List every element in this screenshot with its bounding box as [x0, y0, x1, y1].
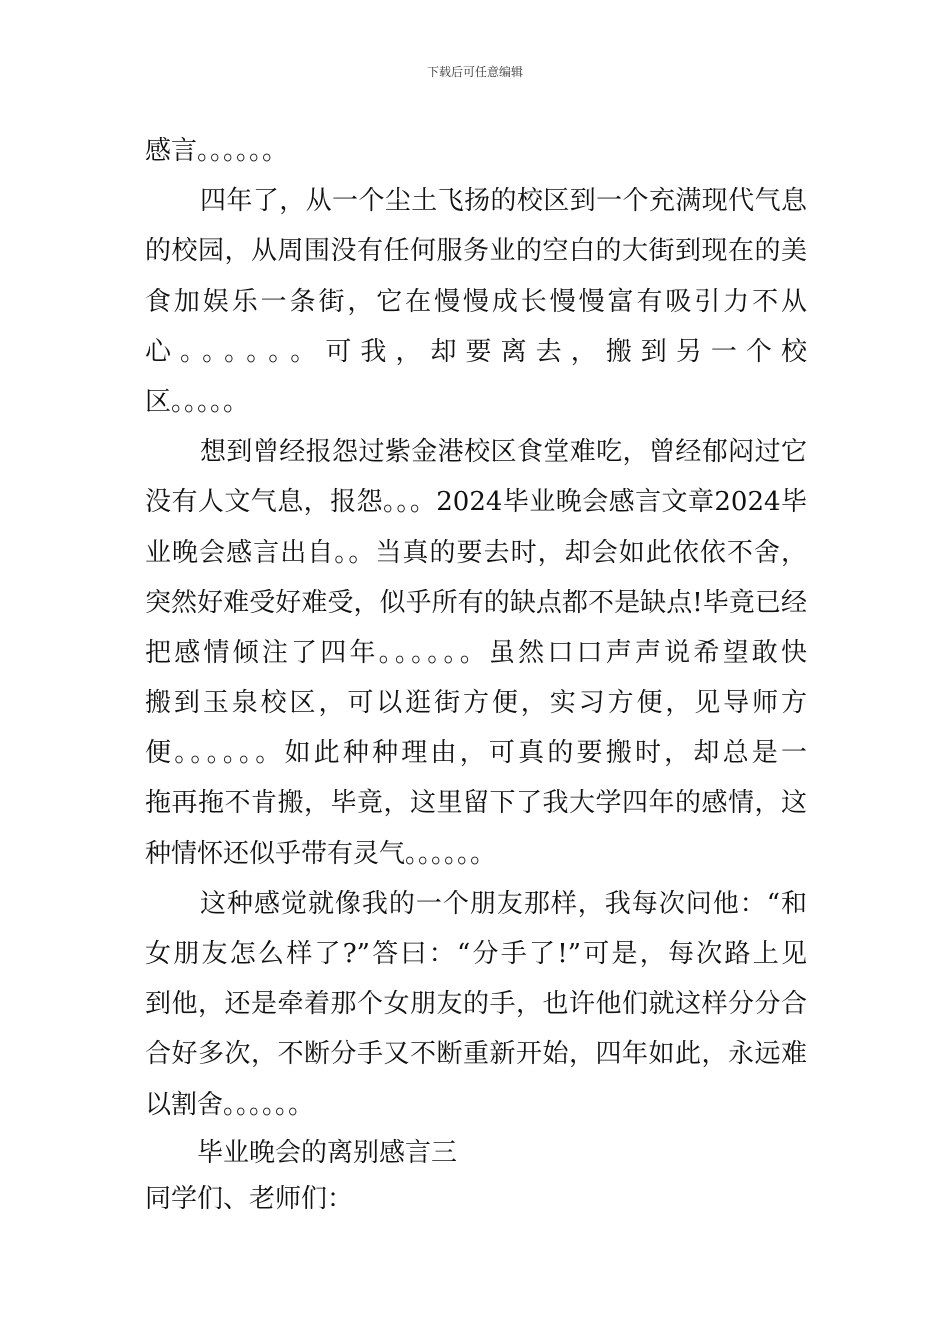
paragraph-3	[145, 427, 807, 879]
text-line: 的校园，从周围没有任何服务业的空白的大街到现在的美	[145, 236, 807, 267]
text-line: 搬到玉泉校区，可以逛街方便，实习方便，见导师方	[145, 688, 807, 719]
text-line: 拖再拖不肯搬，毕竟，这里留下了我大学四年的感情，这	[145, 788, 807, 819]
text-line: 突然好难受好难受，似乎所有的缺点都不是缺点!毕竟已经	[145, 587, 807, 618]
text-line: 没有人文气息，报怨。。。2024毕业晚会感言文章2024毕	[145, 487, 807, 518]
text-line: 到他，还是牵着那个女朋友的手，也许他们就这样分分合	[145, 989, 807, 1020]
page-header-note: 下载后可任意编辑	[426, 65, 523, 79]
text-line: 便。。。。。。如此种种理由，可真的要搬时，却总是一	[145, 738, 807, 769]
text-line: 把感情倾注了四年。。。。。。虽然口口声声说希望敢快	[145, 637, 807, 668]
text-line: 业晚会感言出自。。当真的要去时，却会如此依依不舍，	[145, 537, 807, 568]
paragraph-1	[145, 126, 807, 176]
document-body	[145, 126, 807, 1222]
text-line: 女朋友怎么样了?”答曰：“分手了!”可是，每次路上见	[145, 939, 807, 969]
section-title: 毕业晚会的离别感言三	[197, 1137, 458, 1168]
text-line: 种情怀还似乎带有灵气。。。。。。	[145, 838, 497, 869]
text-line: 四年了，从一个尘土飞扬的校区到一个充满现代气息	[200, 186, 807, 217]
paragraph-4	[145, 879, 807, 1130]
text-line: 合好多次，不断分手又不断重新开始，四年如此，永远难	[145, 1039, 807, 1070]
text-line: 区。。。。。	[145, 386, 250, 417]
salutation: 同学们、老师们：	[145, 1183, 354, 1214]
text-line: 感言。。。。。。	[145, 136, 289, 166]
text-line: 想到曾经报怨过紫金港校区食堂难吃，曾经郁闷过它	[200, 437, 807, 468]
text-line: 以割舍。。。。。。	[145, 1089, 315, 1120]
paragraph-2	[145, 176, 807, 427]
text-line: 这种感觉就像我的一个朋友那样，我每次问他：“和	[200, 888, 807, 919]
text-line: 心。。。。。。可我，却要离去，搬到另一个校	[145, 336, 807, 367]
text-line: 食加娱乐一条街，它在慢慢成长慢慢富有吸引力不从	[145, 286, 807, 317]
